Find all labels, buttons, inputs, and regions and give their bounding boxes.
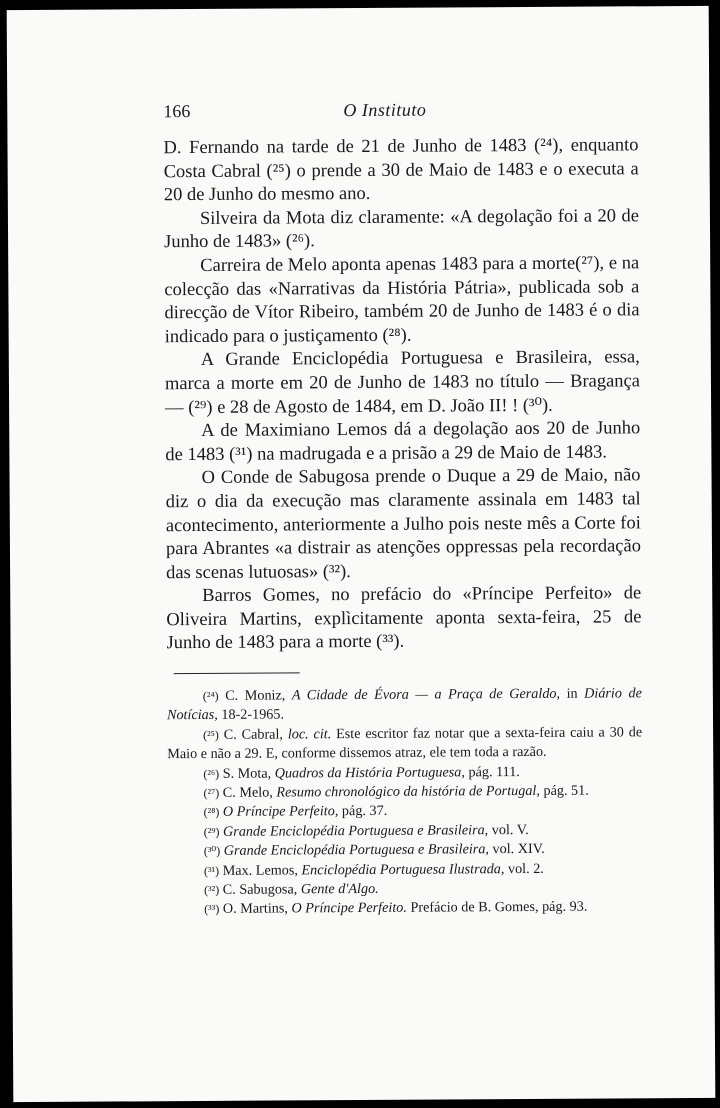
footnote: (²⁵) C. Cabral, loc. cit. Este escritor faz notar que a sexta-feira caiu a 30 de Maio e não a 29. E, conforme dissemos atraz, ele tem toda a razão. [167,724,643,763]
footnote-ref: (²⁹) [203,824,220,839]
running-title: O Instituto [343,99,427,121]
footnote-ref: (²⁵) [203,727,219,742]
footnote: (²⁹) Grande Enciclopédia Portuguesa e Brasileira, vol. V. [203,821,529,840]
paragraph: A Grande Enciclopédia Portuguesa e Brasileira, essa, marca a morte em 20 de Junho de 1483 no título — Bragança — (²⁹) e 28 de Agosto de 1484, em D. João II! ! (³⁰). [164,347,641,418]
footnote-ref: (³²) [204,882,220,898]
paragraph: D. Fernando na tarde de 21 de Junho de 1483 (²⁴), enquanto Costa Cabral (²⁵) o prende a 30 de Maio de 1483 e o executa a 20 de Junho do mesmo ano. [163,135,639,206]
footnote-ref: (²⁶) [203,766,220,781]
footnote: (³¹) Max. Lemos, Enciclopédia Portuguesa Ilustrada, vol. 2. [203,860,544,879]
footnote-divider [174,672,300,674]
paragraph: Barros Gomes, no prefácio do «Príncipe Perfeito» de Oliveira Martins, explìcitamente aponta sexta-feira, 25 de Junho de 1483 para a morte (³³). [166,583,642,654]
footnote-ref: (³⁰) [203,844,221,859]
book-page [7,6,716,1102]
footnote: (³²) C. Sabugosa, Gente d'Algo. [204,880,379,898]
page-number: 166 [163,101,191,122]
footnote-ref: (²⁸) [203,805,220,820]
footnote: (²⁷) C. Melo, Resumo chronológico da história de Portugal, pág. 51. [203,782,589,801]
footnote: (³⁰) Grande Enciclopédia Portuguesa e Brasileira, vol. XIV. [203,841,545,860]
footnote-ref: (³³) [204,902,220,917]
paragraph: Carreira de Melo aponta apenas 1483 para a morte(²⁷), e na colecção das «Narrativas da História Pátria», publicada sob a direcção de Vítor Ribeiro, também 20 de Junho de 1483 é o dia indicado para o justiçamento (²⁸). [164,253,640,347]
footnote-ref: (²⁴) [202,688,219,703]
paragraph: O Conde de Sabugosa prende o Duque a 29 de Maio, não diz o dia da execução mas claramente assinala em 1483 tal acontecimento, anteriormente a Julho pois neste mês a Corte foi para Abrantes «a distrair as atenções oppressas pela recordação das scenas lutuosas» (³²). [165,465,642,583]
footnote: (²⁶) S. Mota, Quadros da História Portuguesa, pág. 111. [203,763,520,782]
footnote-ref: (²⁷) [203,785,220,800]
body-text [163,134,641,656]
footnote: (²⁸) O Príncipe Perfeito, pág. 37. [203,803,388,821]
footnote-ref: (³¹) [203,863,220,878]
footnotes [167,684,643,920]
paragraph: Silveira da Mota diz claramente: «A degolação foi a 20 de Junho de 1483» (²⁶). [164,206,640,253]
footnote: (³³) O. Martins, O Príncipe Perfeito. Prefácio de B. Gomes, pág. 93. [204,899,588,918]
footnote: (²⁴) C. Moniz, A Cidade de Évora — a Praça de Geraldo, in Diário de Notícias, 18-2-1965. [166,685,642,724]
page-header [163,98,653,127]
paragraph: A de Maximiano Lemos dá a degolação aos 20 de Junho de 1483 (³¹) na madrugada e a prisão a 29 de Maio de 1483. [165,418,641,465]
